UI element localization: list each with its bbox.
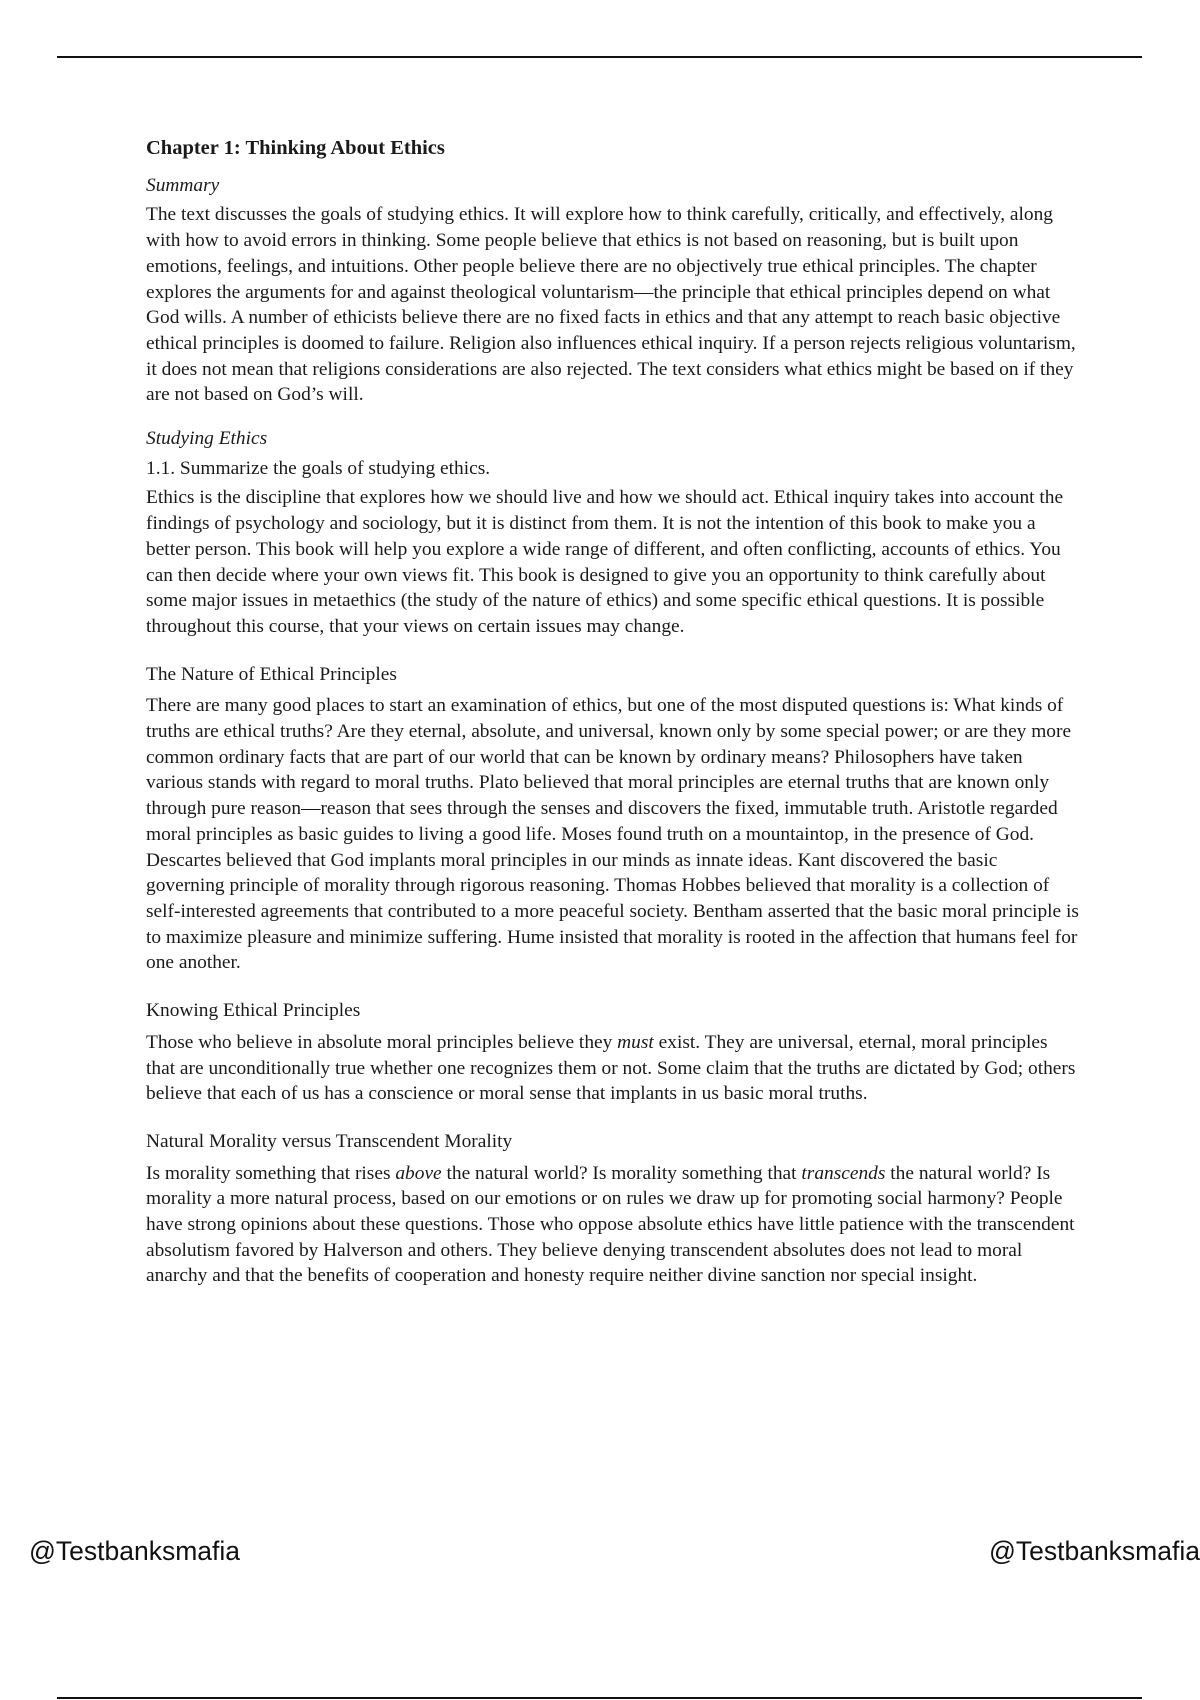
knowing-emphasis-must: must: [617, 1031, 654, 1053]
natural-vs-transcendent-paragraph: [146, 1161, 1080, 1290]
natural-text-1: Is morality something that rises: [146, 1162, 396, 1184]
watermark-left: @Testbanksmafia: [29, 1536, 241, 1566]
summary-label: Summary: [146, 174, 220, 196]
natural-vs-transcendent-heading: Natural Morality versus Transcendent Morality: [146, 1130, 513, 1152]
nature-of-principles-paragraph: There are many good places to start an examination of ethics, but one of the most disputed questions is: What kinds of truths are ethical truths? Are they eternal, absolute, and universal, known only by some special power; or are they more common ordinary facts that are part of our world that can be known by ordinary means? Philosophers have taken various stands with regard to moral truths. Plato believed that moral principles are eternal truths that are known only through pure reason—reason that sees through the senses and discovers the fixed, immutable truth. Aristotle regarded moral principles as basic guides to living a good life. Moses found truth on a mountaintop, in the presence of God. Descartes believed that God implants moral principles in our minds as innate ideas. Kant discovered the basic governing principle of morality through rigorous reasoning. Thomas Hobbes believed that morality is a collection of self-interested agreements that contributed to a more peaceful society. Bentham asserted that the basic moral principle is to maximize pleasure and minimize suffering. Hume insisted that morality is rooted in the affection that humans feel for one another.: [146, 695, 1079, 974]
watermark-right: @Testbanksmafia: [988, 1536, 1200, 1566]
natural-text-3: the natural world? Is morality a more natural process, based on our emotions or on rules we draw up for promoting social harmony? People have strong opinions about these questions. Those who oppose absolute ethics have little patience with the transcendent absolutism favored by Halverson and others. They believe denying transcendent absolutes does not lead to moral anarchy and that the benefits of cooperation and honesty require neither divine sanction nor special insight.: [146, 1162, 1075, 1287]
studying-ethics-paragraph: Ethics is the discipline that explores how we should live and how we should act. Ethical inquiry takes into account the findings of psychology and sociology, but it is distinct from them. It is not the intention of this book to make you a better person. This book will help you explore a wide range of different, and often conflicting, accounts of ethics. You can then decide where your own views fit. This book is designed to give you an opportunity to think carefully about some major issues in metaethics (the study of the nature of ethics) and some specific ethical questions. It is possible throughout this course, that your views on certain issues may change.: [146, 487, 1064, 637]
nature-of-principles-heading: The Nature of Ethical Principles: [146, 663, 397, 685]
top-rule: [57, 56, 1142, 58]
knowing-principles-paragraph: [146, 1030, 1080, 1107]
learning-objective: 1.1. Summarize the goals of studying ethics.: [146, 457, 491, 479]
document-body: [146, 136, 1080, 1289]
summary-paragraph: The text discusses the goals of studying ethics. It will explore how to think carefully, critically, and effectively, along with how to avoid errors in thinking. Some people believe that ethics is not based on reasoning, but is built upon emotions, feelings, and intuitions. Other people believe there are no objectively true ethical principles. The chapter explores the arguments for and against theological voluntarism—the principle that ethical principles depend on what God wills. A number of ethicists believe there are no fixed facts in ethics and that any attempt to reach basic objective ethical principles is doomed to failure. Religion also influences ethical inquiry. If a person rejects religious voluntarism, it does not mean that religions considerations are also rejected. The text considers what ethics might be based on if they are not based on God’s will.: [146, 204, 1076, 406]
chapter-title: Chapter 1: Thinking About Ethics: [146, 137, 445, 159]
knowing-text-1: Those who believe in absolute moral principles believe they: [146, 1031, 618, 1053]
studying-ethics-heading: Studying Ethics: [146, 428, 268, 450]
knowing-principles-heading: Knowing Ethical Principles: [146, 1000, 361, 1022]
natural-emphasis-above: above: [395, 1162, 442, 1184]
knowing-text-2: exist. They are universal, eternal, moral principles that are unconditionally true whether one recognizes them or not. Some claim that the truths are dictated by God; others believe that each of us has a conscience or moral sense that implants in us basic moral truths.: [146, 1031, 1076, 1105]
bottom-rule: [57, 1697, 1142, 1699]
natural-emphasis-transcends: transcends: [801, 1162, 886, 1184]
natural-text-2: the natural world? Is morality something that: [441, 1162, 802, 1184]
